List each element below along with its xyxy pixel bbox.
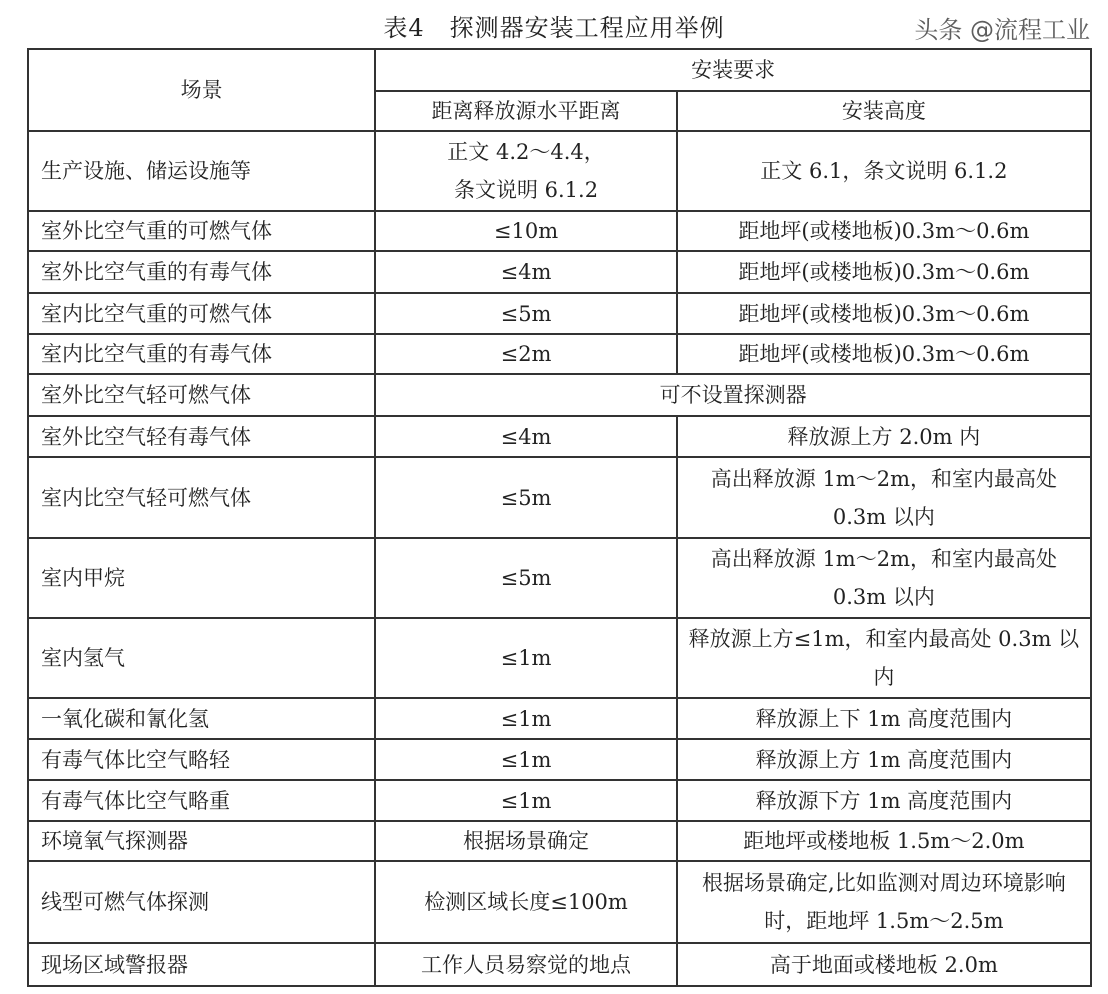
height-cell: 距地坪(或楼地板)0.3m～0.6m: [677, 211, 1091, 251]
scene-cell: 室外比空气重的有毒气体: [28, 251, 375, 293]
table-row: [28, 821, 1091, 861]
table-row: [28, 334, 1091, 374]
distance-cell: 工作人员易察觉的地点: [375, 943, 676, 986]
height-cell: 正文 6.1，条文说明 6.1.2: [677, 131, 1091, 211]
height-cell: 高于地面或楼地板 2.0m: [677, 943, 1091, 986]
table-row: [28, 211, 1091, 251]
scene-cell: 室外比空气重的可燃气体: [28, 211, 375, 251]
scene-cell: 室外比空气轻可燃气体: [28, 374, 375, 416]
scene-cell: 一氧化碳和氰化氢: [28, 698, 375, 739]
scene-cell: 有毒气体比空气略轻: [28, 739, 375, 780]
table-row: [28, 374, 1091, 416]
scene-cell: 室内比空气轻可燃气体: [28, 457, 375, 538]
table-row: [28, 538, 1091, 618]
header-requirements: 安装要求: [375, 49, 1091, 91]
table-row: [28, 943, 1091, 986]
height-cell: 释放源上方 1m 高度范围内: [677, 739, 1091, 780]
scene-cell: 现场区域警报器: [28, 943, 375, 986]
header-distance: 距离释放源水平距离: [375, 91, 676, 131]
height-cell: 距地坪(或楼地板)0.3m～0.6m: [677, 293, 1091, 334]
height-cell: 距地坪(或楼地板)0.3m～0.6m: [677, 334, 1091, 374]
distance-cell: 根据场景确定: [375, 821, 676, 861]
table-row: [28, 861, 1091, 943]
distance-cell: ≤4m: [375, 251, 676, 293]
merged-requirement-cell: 可不设置探测器: [375, 374, 1091, 416]
distance-cell: ≤1m: [375, 698, 676, 739]
scene-cell: 室内比空气重的有毒气体: [28, 334, 375, 374]
table-row: [28, 131, 1091, 211]
table-row: [28, 780, 1091, 821]
distance-cell: ≤2m: [375, 334, 676, 374]
scene-cell: 室外比空气轻有毒气体: [28, 416, 375, 457]
height-cell: 释放源上方 2.0m 内: [677, 416, 1091, 457]
height-cell: 距地坪或楼地板 1.5m～2.0m: [677, 821, 1091, 861]
height-cell: 高出释放源 1m～2m，和室内最高处 0.3m 以内: [677, 538, 1091, 618]
scene-cell: 环境氧气探测器: [28, 821, 375, 861]
header-scene: 场景: [28, 49, 375, 131]
distance-cell: ≤5m: [375, 293, 676, 334]
header-height: 安装高度: [677, 91, 1091, 131]
table-row: [28, 739, 1091, 780]
detector-install-table: [27, 48, 1092, 987]
height-cell: 释放源下方 1m 高度范围内: [677, 780, 1091, 821]
scene-cell: 室内氢气: [28, 618, 375, 698]
table-row: [28, 457, 1091, 538]
distance-cell: ≤1m: [375, 618, 676, 698]
watermark: 头条 @流程工业: [914, 16, 1090, 44]
table-row: [28, 698, 1091, 739]
distance-cell: ≤5m: [375, 457, 676, 538]
scene-cell: 生产设施、储运设施等: [28, 131, 375, 211]
scene-cell: 线型可燃气体探测: [28, 861, 375, 943]
height-cell: 释放源上方≤1m，和室内最高处 0.3m 以内: [677, 618, 1091, 698]
distance-cell: 检测区域长度≤100m: [375, 861, 676, 943]
scene-cell: 有毒气体比空气略重: [28, 780, 375, 821]
table-row: [28, 416, 1091, 457]
scene-cell: 室内甲烷: [28, 538, 375, 618]
height-cell: 释放源上下 1m 高度范围内: [677, 698, 1091, 739]
table-row: [28, 251, 1091, 293]
table-row: [28, 293, 1091, 334]
height-cell: 高出释放源 1m～2m，和室内最高处 0.3m 以内: [677, 457, 1091, 538]
distance-cell: ≤5m: [375, 538, 676, 618]
distance-cell: ≤1m: [375, 739, 676, 780]
distance-cell: ≤4m: [375, 416, 676, 457]
distance-cell: ≤1m: [375, 780, 676, 821]
height-cell: 根据场景确定,比如监测对周边环境影响时，距地坪 1.5m～2.5m: [677, 861, 1091, 943]
distance-cell: ≤10m: [375, 211, 676, 251]
table-row: [28, 618, 1091, 698]
scene-cell: 室内比空气重的可燃气体: [28, 293, 375, 334]
table-title: 表4 探测器安装工程应用举例: [383, 14, 725, 42]
height-cell: 距地坪(或楼地板)0.3m～0.6m: [677, 251, 1091, 293]
distance-cell: 正文 4.2～4.4， 条文说明 6.1.2: [375, 131, 676, 211]
